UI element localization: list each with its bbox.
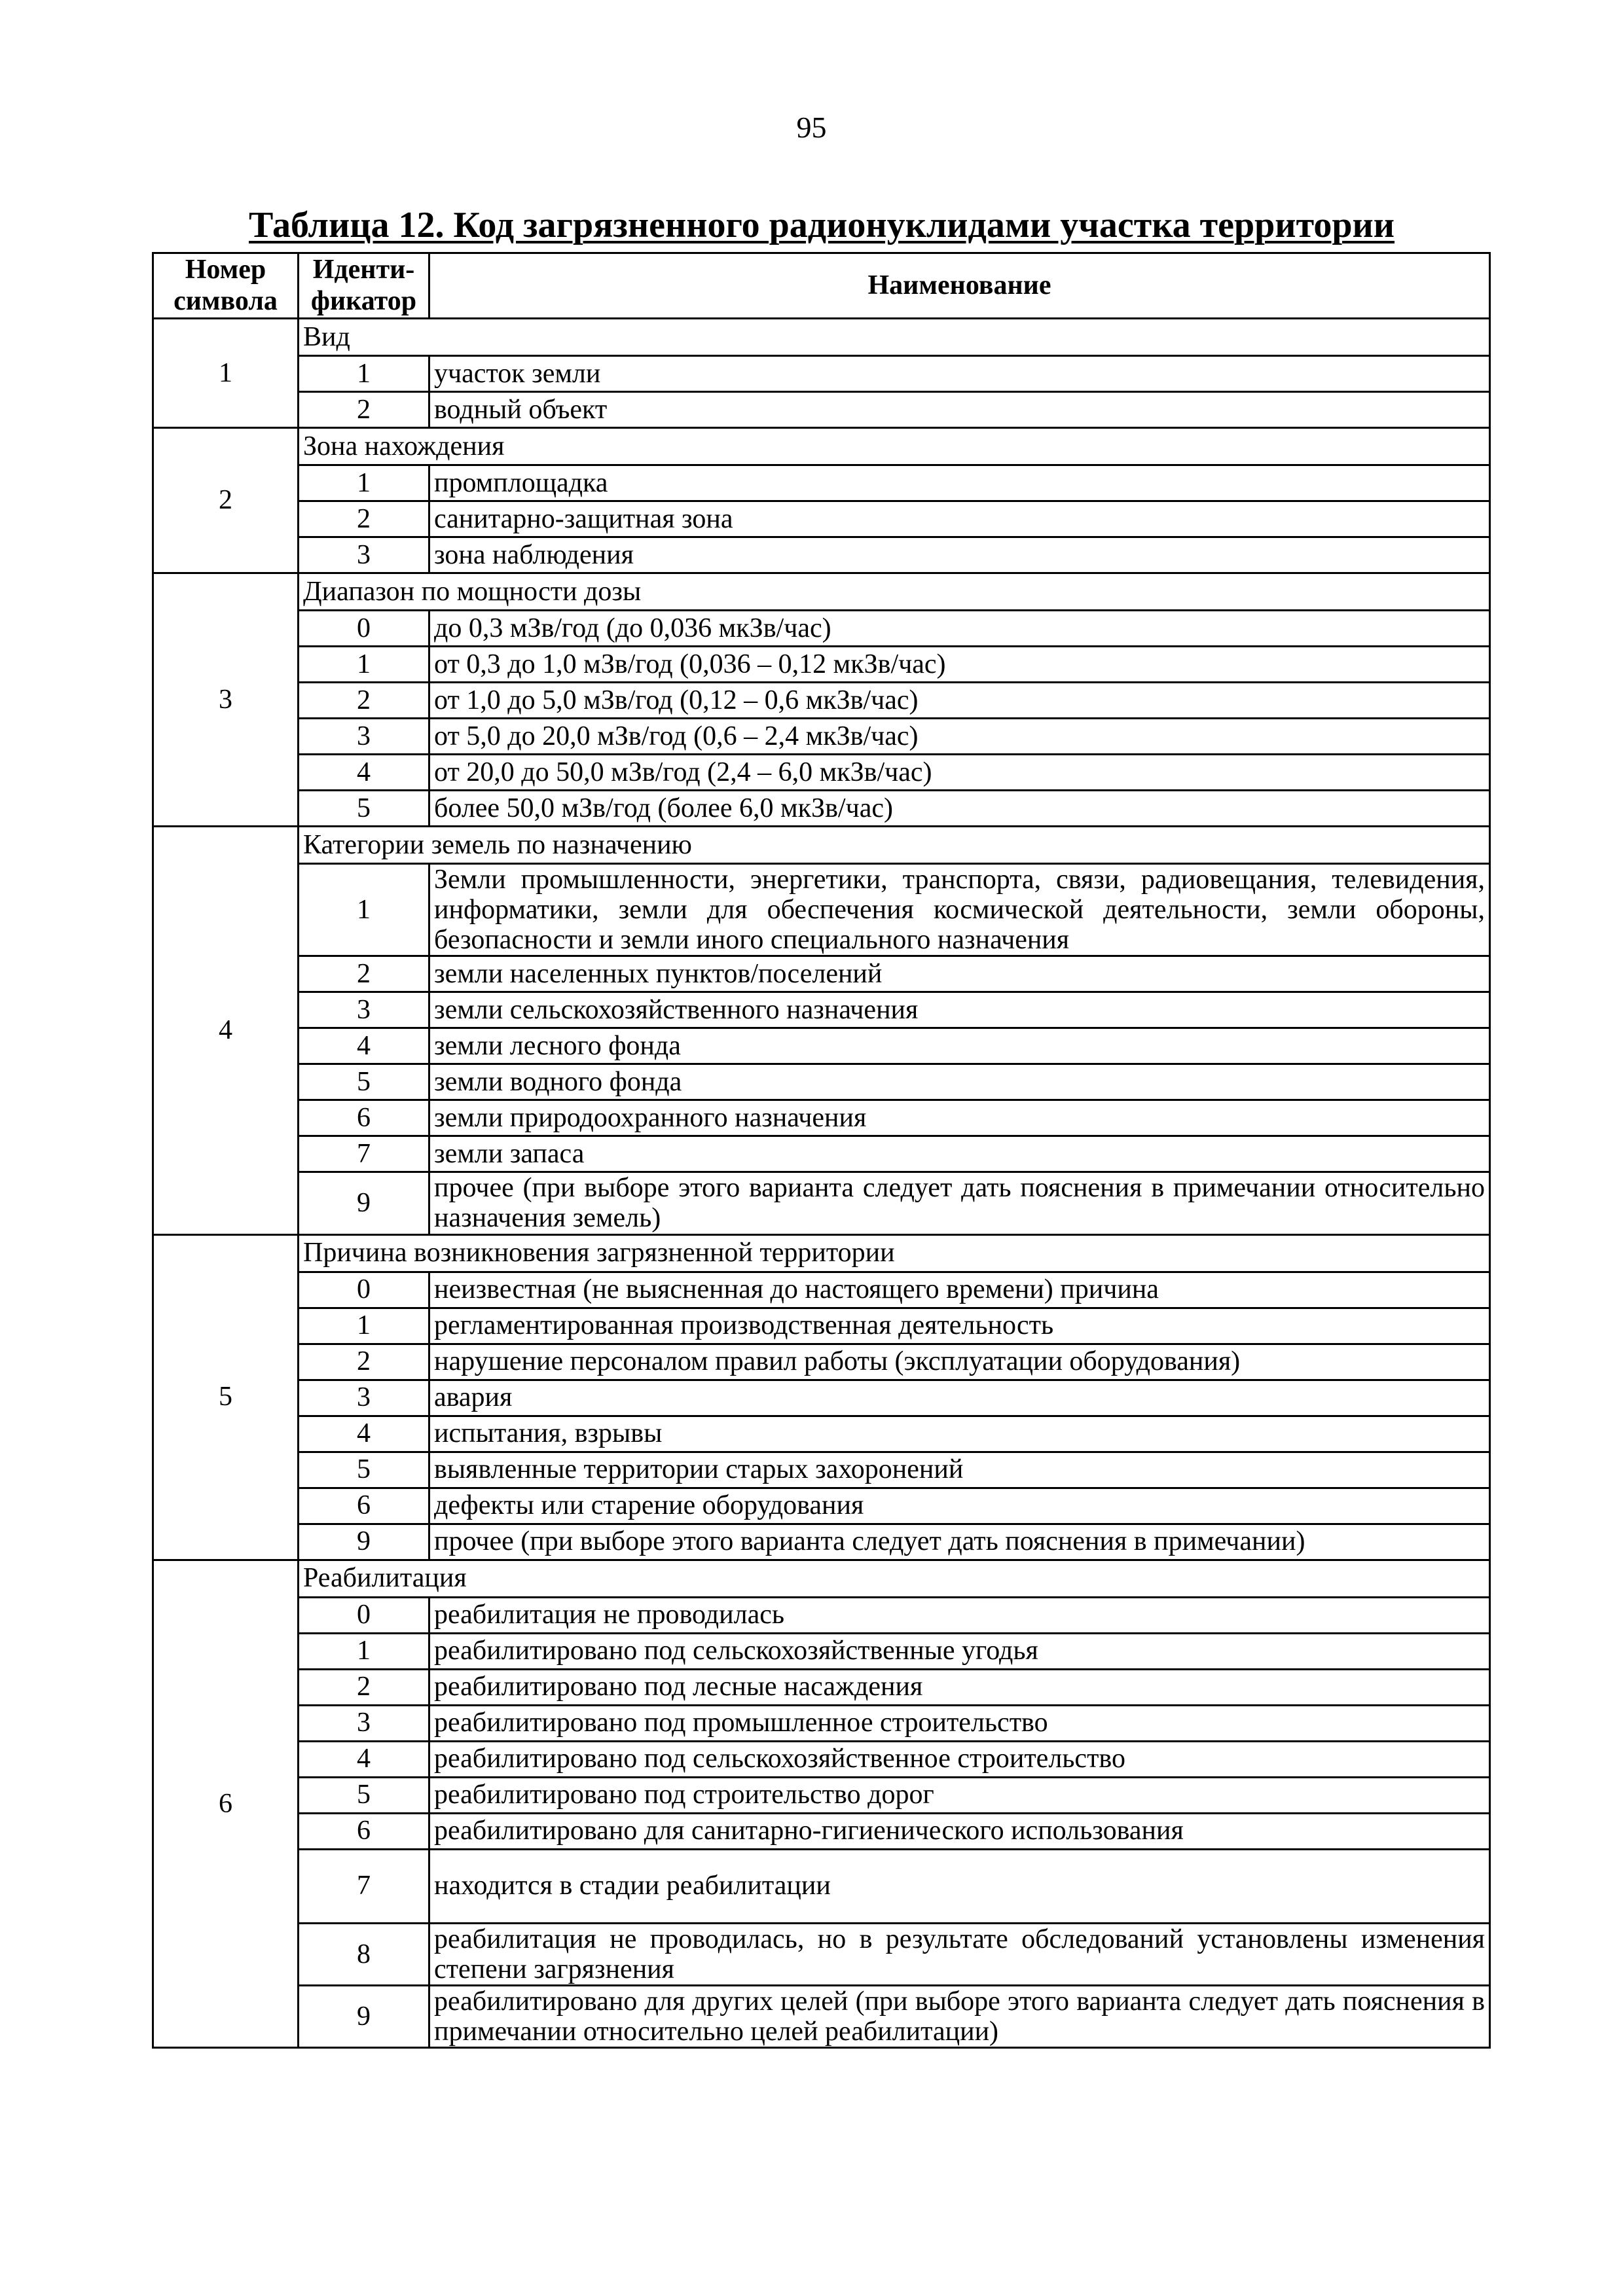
- identifier-cell: 6: [299, 1100, 429, 1136]
- identifier-cell: 4: [299, 1028, 429, 1064]
- name-cell: от 5,0 до 20,0 мЗв/год (0,6 – 2,4 мкЗв/час): [429, 718, 1490, 754]
- table-row: [153, 1308, 1490, 1344]
- identifier-cell: 4: [299, 1416, 429, 1452]
- name-cell: санитарно-защитная зона: [429, 501, 1490, 537]
- name-cell: реабилитировано для санитарно-гигиенического использования: [429, 1813, 1490, 1849]
- header-symbol-number-line2: символа: [173, 286, 278, 317]
- symbol-number: 1: [153, 318, 299, 427]
- name-cell: земли водного фонда: [429, 1064, 1490, 1100]
- name-cell: земли природоохранного назначения: [429, 1100, 1490, 1136]
- name-cell: нарушение персоналом правил работы (эксплуатации оборудования): [429, 1344, 1490, 1380]
- name-cell: более 50,0 мЗв/год (более 6,0 мкЗв/час): [429, 790, 1490, 826]
- name-cell: Земли промышленности, энергетики, транспорта, связи, радиовещания, телевидения, информатики, земли для обеспечения космической деятельности, земли обороны, безопасности и земли иного специального назначения: [429, 863, 1490, 956]
- table-row: [153, 1741, 1490, 1777]
- table-row: [153, 956, 1490, 992]
- name-cell: от 1,0 до 5,0 мЗв/год (0,12 – 0,6 мкЗв/час): [429, 682, 1490, 718]
- identifier-cell: 0: [299, 1597, 429, 1633]
- identifier-cell: 0: [299, 610, 429, 646]
- identifier-cell: 2: [299, 1669, 429, 1705]
- identifier-cell: 2: [299, 391, 429, 427]
- table-row: [153, 1985, 1490, 2047]
- name-cell: прочее (при выборе этого варианта следует дать пояснения в примечании): [429, 1524, 1490, 1560]
- symbol-number: 4: [153, 826, 299, 1234]
- identifier-cell: 1: [299, 1308, 429, 1344]
- table-row: [153, 1524, 1490, 1560]
- symbol-number: 5: [153, 1234, 299, 1560]
- identifier-cell: 7: [299, 1136, 429, 1172]
- table-row: [153, 1100, 1490, 1136]
- name-cell: водный объект: [429, 391, 1490, 427]
- symbol-number: 3: [153, 573, 299, 826]
- identifier-cell: 3: [299, 537, 429, 573]
- name-cell: неизвестная (не выясненная до настоящего времени) причина: [429, 1272, 1490, 1308]
- table-row: [153, 1272, 1490, 1308]
- symbol-number: 6: [153, 1560, 299, 2048]
- identifier-cell: 5: [299, 1777, 429, 1813]
- table-row: [153, 610, 1490, 646]
- name-cell: реабилитация не проводилась: [429, 1597, 1490, 1633]
- name-cell: реабилитация не проводилась, но в результате обследований установлены изменения степени загрязнения: [429, 1923, 1490, 1985]
- table-row: [153, 465, 1490, 501]
- identifier-cell: 1: [299, 1633, 429, 1669]
- identifier-cell: 9: [299, 1985, 429, 2047]
- identifier-cell: 4: [299, 754, 429, 790]
- table-row: [153, 1028, 1490, 1064]
- name-cell: выявленные территории старых захоронений: [429, 1452, 1490, 1488]
- identifier-cell: 0: [299, 1272, 429, 1308]
- table-row: [153, 1380, 1490, 1416]
- code-table: [152, 252, 1491, 2049]
- name-cell: находится в стадии реабилитации: [429, 1849, 1490, 1923]
- header-symbol-number-line1: Номер: [185, 255, 266, 285]
- name-cell: реабилитировано под промышленное строительство: [429, 1705, 1490, 1741]
- identifier-cell: 9: [299, 1172, 429, 1234]
- table-row: [153, 1633, 1490, 1669]
- table-row: [153, 646, 1490, 682]
- identifier-cell: 5: [299, 1064, 429, 1100]
- header-symbol-number: [153, 253, 299, 319]
- page-number: 95: [796, 111, 827, 144]
- identifier-cell: 2: [299, 501, 429, 537]
- table-row: [153, 1488, 1490, 1524]
- table-row: [153, 1136, 1490, 1172]
- name-cell: дефекты или старение оборудования: [429, 1488, 1490, 1524]
- identifier-cell: 6: [299, 1488, 429, 1524]
- table-body: [153, 318, 1490, 2048]
- table-row: [153, 754, 1490, 790]
- table-row: [153, 1813, 1490, 1849]
- identifier-cell: 1: [299, 646, 429, 682]
- name-cell: до 0,3 мЗв/год (до 0,036 мкЗв/час): [429, 610, 1490, 646]
- category-heading: Вид: [299, 318, 1490, 355]
- name-cell: реабилитировано под сельскохозяйственное строительство: [429, 1741, 1490, 1777]
- table-row: [153, 1777, 1490, 1813]
- category-heading: Реабилитация: [299, 1560, 1490, 1597]
- header-identifier: [299, 253, 429, 319]
- table-title: Таблица 12. Код загрязненного радионуклидами участка территории: [248, 205, 1395, 245]
- category-row: [153, 1560, 1490, 1597]
- identifier-cell: 2: [299, 956, 429, 992]
- name-cell: промплощадка: [429, 465, 1490, 501]
- table-row: [153, 355, 1490, 391]
- name-cell: испытания, взрывы: [429, 1416, 1490, 1452]
- name-cell: регламентированная производственная деятельность: [429, 1308, 1490, 1344]
- identifier-cell: 8: [299, 1923, 429, 1985]
- name-cell: земли населенных пунктов/поселений: [429, 956, 1490, 992]
- table-row: [153, 1452, 1490, 1488]
- category-row: [153, 573, 1490, 610]
- table-row: [153, 1849, 1490, 1923]
- header-identifier-line2: фикатор: [310, 286, 417, 317]
- table-row: [153, 718, 1490, 754]
- table-row: [153, 1669, 1490, 1705]
- name-cell: от 0,3 до 1,0 мЗв/год (0,036 – 0,12 мкЗв/час): [429, 646, 1490, 682]
- name-cell: реабилитировано под лесные насаждения: [429, 1669, 1490, 1705]
- identifier-cell: 3: [299, 1705, 429, 1741]
- table-row: [153, 863, 1490, 956]
- name-cell: реабилитировано под сельскохозяйственные угодья: [429, 1633, 1490, 1669]
- identifier-cell: 1: [299, 465, 429, 501]
- table-row: [153, 1923, 1490, 1985]
- category-row: [153, 318, 1490, 355]
- category-heading: Категории земель по назначению: [299, 826, 1490, 863]
- identifier-cell: 2: [299, 682, 429, 718]
- identifier-cell: 5: [299, 790, 429, 826]
- identifier-cell: 3: [299, 992, 429, 1028]
- name-cell: реабилитировано для других целей (при выборе этого варианта следует дать пояснения в примечании относительно целей реабилитации): [429, 1985, 1490, 2047]
- identifier-cell: 7: [299, 1849, 429, 1923]
- name-cell: земли сельскохозяйственного назначения: [429, 992, 1490, 1028]
- identifier-cell: 3: [299, 1380, 429, 1416]
- identifier-cell: 4: [299, 1741, 429, 1777]
- identifier-cell: 5: [299, 1452, 429, 1488]
- table-row: [153, 1705, 1490, 1741]
- category-heading: Зона нахождения: [299, 427, 1490, 465]
- table-row: [153, 537, 1490, 573]
- name-cell: авария: [429, 1380, 1490, 1416]
- identifier-cell: 9: [299, 1524, 429, 1560]
- table-row: [153, 682, 1490, 718]
- name-cell: земли лесного фонда: [429, 1028, 1490, 1064]
- header-row: [153, 253, 1490, 319]
- table-row: [153, 1344, 1490, 1380]
- table-row: [153, 501, 1490, 537]
- category-row: [153, 427, 1490, 465]
- symbol-number: 2: [153, 427, 299, 573]
- name-cell: зона наблюдения: [429, 537, 1490, 573]
- identifier-cell: 2: [299, 1344, 429, 1380]
- identifier-cell: 6: [299, 1813, 429, 1849]
- identifier-cell: 3: [299, 718, 429, 754]
- header-identifier-line1: Иденти-: [312, 255, 415, 285]
- identifier-cell: 1: [299, 863, 429, 956]
- category-row: [153, 826, 1490, 863]
- name-cell: участок земли: [429, 355, 1490, 391]
- table-row: [153, 391, 1490, 427]
- identifier-cell: 1: [299, 355, 429, 391]
- category-row: [153, 1234, 1490, 1272]
- category-heading: Диапазон по мощности дозы: [299, 573, 1490, 610]
- name-cell: прочее (при выборе этого варианта следует дать пояснения в примечании относительно назначения земель): [429, 1172, 1490, 1234]
- name-cell: реабилитировано под строительство дорог: [429, 1777, 1490, 1813]
- table-row: [153, 790, 1490, 826]
- name-cell: земли запаса: [429, 1136, 1490, 1172]
- header-name: Наименование: [429, 253, 1490, 319]
- table-row: [153, 992, 1490, 1028]
- category-heading: Причина возникновения загрязненной территории: [299, 1234, 1490, 1272]
- table-row: [153, 1597, 1490, 1633]
- name-cell: от 20,0 до 50,0 мЗв/год (2,4 – 6,0 мкЗв/час): [429, 754, 1490, 790]
- table-row: [153, 1064, 1490, 1100]
- table-row: [153, 1416, 1490, 1452]
- table-row: [153, 1172, 1490, 1234]
